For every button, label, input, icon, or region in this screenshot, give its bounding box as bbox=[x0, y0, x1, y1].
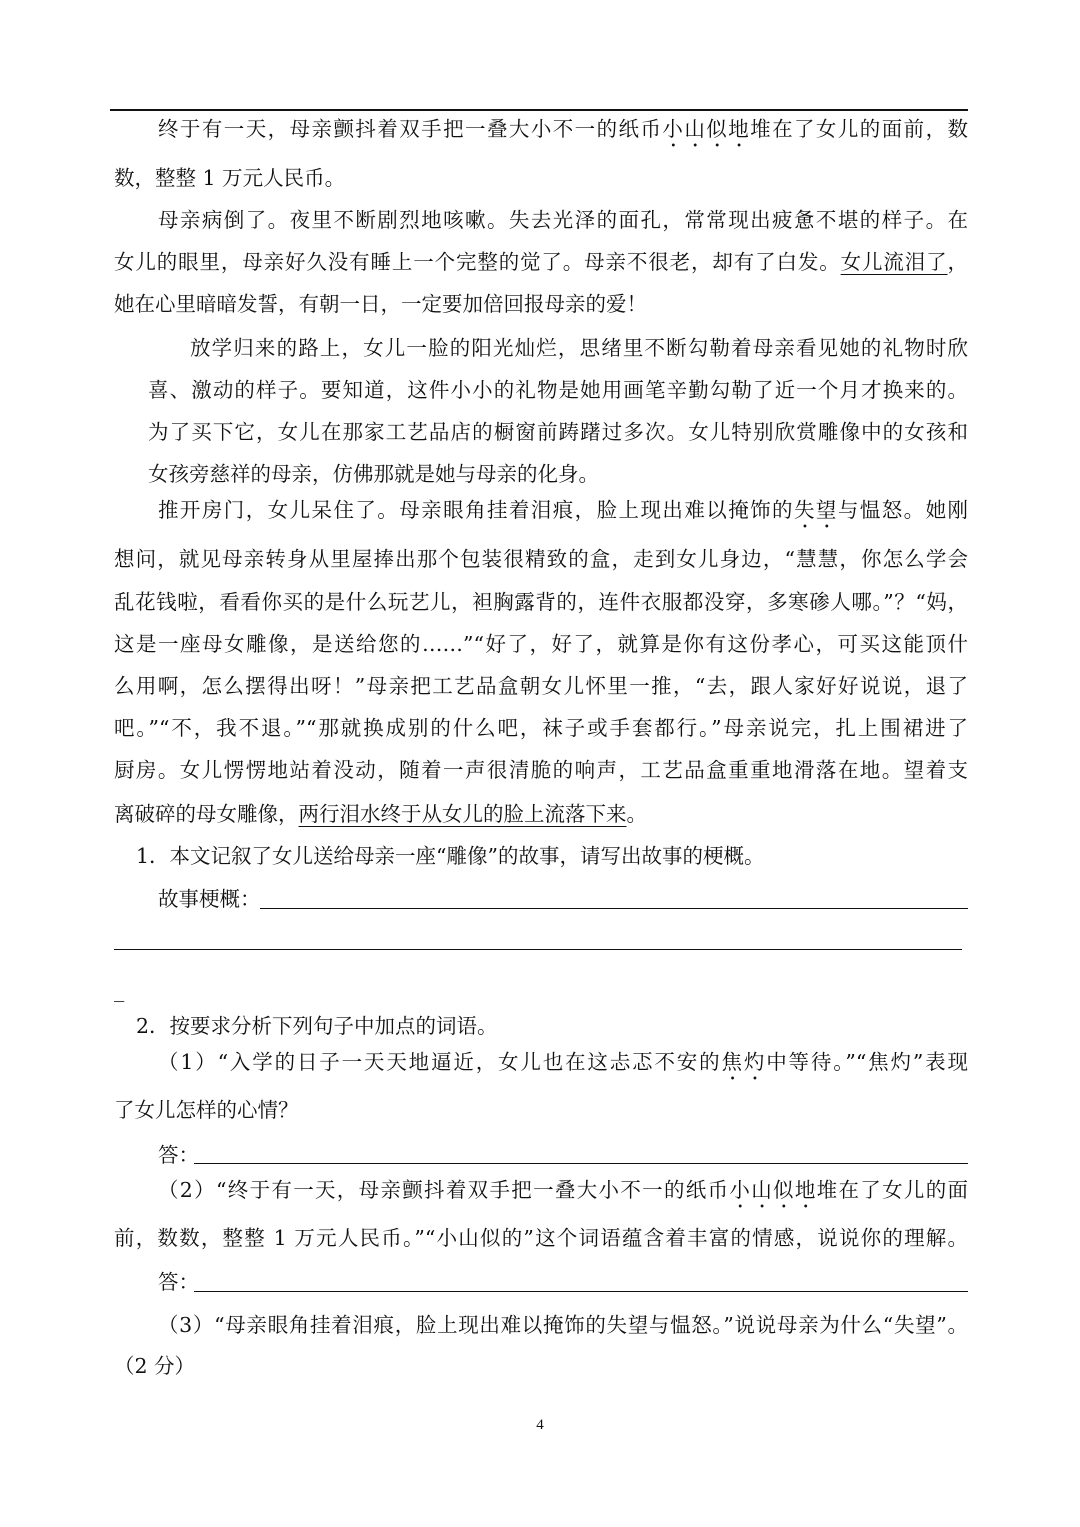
passage-line: 推开房门，女儿呆住了。母亲眼角挂着泪痕，脸上现出难以掩饰的失望与愠怒。她刚 bbox=[158, 498, 969, 522]
question-2-2-line: 前，数数，整整 1 万元人民币。”“小山似的”这个词语蕴含着丰富的情感，说说你的理解。 bbox=[114, 1226, 968, 1250]
passage-line: 想问，就见母亲转身从里屋捧出那个包装很精致的盒，走到女儿身边，“慧慧，你怎么学会 bbox=[114, 547, 968, 571]
page-number: 4 bbox=[536, 1417, 544, 1433]
answer-line-summary-2[interactable] bbox=[114, 949, 962, 950]
passage-line: 这是一座母女雕像，是送给您的……”“好了，好了，就算是你有这份孝心，可买这能顶什 bbox=[114, 632, 968, 656]
passage-line: 母亲病倒了。夜里不断剧烈地咳嗽。失去光泽的面孔，常常现出疲惫不堪的样子。在 bbox=[158, 208, 968, 232]
answer-label-summary: 故事梗概： bbox=[158, 887, 261, 911]
emphasis-dotted-word: 失望 bbox=[793, 498, 838, 522]
question-2-3-points: （2 分） bbox=[114, 1354, 196, 1378]
underlined-sentence: 两行泪水终于从女儿的脸上流落下来 bbox=[298, 802, 627, 826]
passage-line: 为了买下它，女儿在那家工艺品店的橱窗前踌躇过多次。女儿特别欣赏雕像中的女孩和 bbox=[148, 420, 968, 444]
emphasis-dotted-word: 焦灼 bbox=[721, 1050, 767, 1074]
passage-line: 数，整整 1 万元人民币。 bbox=[114, 166, 346, 190]
passage-line: 喜、激动的样子。要知道，这件小小的礼物是她用画笔辛勤勾勒了近一个月才换来的。 bbox=[148, 378, 968, 402]
question-1-text: 1．本文记叙了女儿送给母亲一座“雕像”的故事，请写出故事的梗概。 bbox=[136, 844, 765, 868]
passage-line: 乱花钱啦，看看你买的是什么玩艺儿，袒胸露背的，连件衣服都没穿，多寒碜人哪。”？“妈， bbox=[114, 590, 968, 614]
passage-line: 终于有一天，母亲颤抖着双手把一叠大小不一的纸币小山似地堆在了女儿的面前，数 bbox=[158, 117, 969, 141]
question-2-1-line: （1）“入学的日子一天天地逼近，女儿也在这忐忑不安的焦灼中等待。”“焦灼”表现 bbox=[158, 1050, 968, 1074]
emphasis-dotted-word: 小山似地 bbox=[729, 1178, 817, 1202]
passage-line: 她在心里暗暗发誓，有朝一日，一定要加倍回报母亲的爱！ bbox=[114, 292, 647, 316]
passage-line: 厨房。女儿愣愣地站着没动，随着一声很清脆的响声，工艺品盒重重地滑落在地。望着支 bbox=[114, 758, 968, 782]
question-2-2-line: （2）“终于有一天，母亲颤抖着双手把一叠大小不一的纸币小山似地堆在了女儿的面 bbox=[158, 1178, 969, 1202]
answer-line-2-2[interactable] bbox=[194, 1291, 968, 1292]
question-2-3-line: （3）“母亲眼角挂着泪痕，脸上现出难以掩饰的失望与愠怒。”说说母亲为什么“失望”。 bbox=[158, 1313, 968, 1337]
passage-line: 女孩旁慈祥的母亲，仿佛那就是她与母亲的化身。 bbox=[148, 462, 599, 486]
passage-line: 吧。”“不，我不退。”“那就换成别的什么吧，袜子或手套都行。”母亲说完，扎上围裙进了 bbox=[114, 716, 968, 740]
emphasis-dotted-word: 小山似地 bbox=[662, 117, 751, 141]
answer-label-2-1: 答： bbox=[158, 1143, 199, 1167]
stray-underscore-mark: _ bbox=[114, 978, 125, 1002]
answer-label-2-2: 答： bbox=[158, 1270, 199, 1294]
passage-line: 放学归来的路上，女儿一脸的阳光灿烂，思绪里不断勾勒着母亲看见她的礼物时欣 bbox=[190, 336, 968, 360]
answer-line-summary[interactable] bbox=[260, 908, 968, 909]
answer-line-2-1[interactable] bbox=[194, 1163, 968, 1164]
underlined-sentence: 女儿流泪了 bbox=[840, 250, 948, 274]
question-2-text: 2．按要求分析下列句子中加点的词语。 bbox=[136, 1014, 498, 1038]
passage-line: 么用啊，怎么摆得出呀！”母亲把工艺品盒朝女儿怀里一推，“去，跟人家好好说说，退了 bbox=[114, 674, 968, 698]
passage-line: 离破碎的母女雕像，两行泪水终于从女儿的脸上流落下来。 bbox=[114, 802, 647, 826]
question-2-1-line: 了女儿怎样的心情？ bbox=[114, 1098, 299, 1122]
passage-line: 女儿的眼里，母亲好久没有睡上一个完整的觉了。母亲不很老，却有了白发。女儿流泪了， bbox=[114, 250, 968, 274]
